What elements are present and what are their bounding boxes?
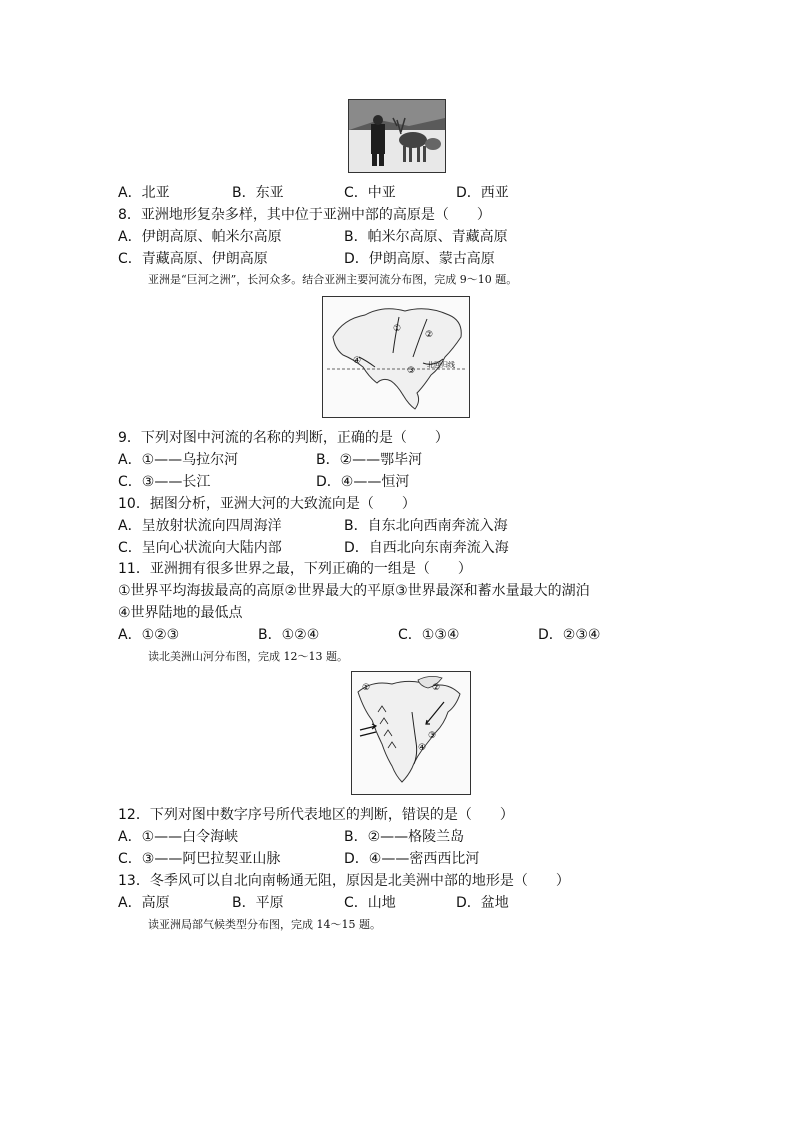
q12-stem: 12．下列对图中数字序号所代表地区的判断，错误的是（ ） <box>118 807 514 823</box>
q9-option-b: B．②——鄂毕河 <box>316 452 423 468</box>
q8-option-d: D．伊朗高原、蒙古高原 <box>344 251 495 267</box>
intro-14-15: 读亚洲局部气候类型分布图，完成 14～15 题。 <box>148 918 381 931</box>
intro-12-13: 读北美洲山河分布图，完成 12～13 题。 <box>148 650 348 663</box>
q13-option-c: C．山地 <box>344 895 396 911</box>
asia-label-4: ④ <box>353 356 362 366</box>
q7-option-c: C．中亚 <box>344 185 396 201</box>
reindeer-photo <box>348 99 446 173</box>
q9-option-a: A．①——乌拉尔河 <box>118 452 239 468</box>
north-america-map <box>351 671 471 795</box>
q11-item-line-2: ④世界陆地的最低点 <box>118 605 243 621</box>
asia-label-1: ① <box>393 324 402 334</box>
q10-option-a: A．呈放射状流向四周海洋 <box>118 518 282 534</box>
q12-option-a: A．①——白令海峡 <box>118 829 239 845</box>
q11-stem: 11．亚洲拥有很多世界之最，下列正确的一组是（ ） <box>118 561 472 577</box>
asia-river-map <box>322 296 470 418</box>
q11-item-line-1: ①世界平均海拔最高的高原②世界最大的平原③世界最深和蓄水量最大的湖泊 <box>118 583 590 599</box>
q13-option-b: B．平原 <box>232 895 284 911</box>
na-label-1: ① <box>362 683 371 693</box>
q10-option-b: B．自东北向西南奔流入海 <box>344 518 508 534</box>
q10-stem: 10．据图分析，亚洲大河的大致流向是（ ） <box>118 496 416 512</box>
q10-option-c: C．呈向心状流向大陆内部 <box>118 540 282 556</box>
q7-option-a: A．北亚 <box>118 185 170 201</box>
q9-stem: 9．下列对图中河流的名称的判断，正确的是（ ） <box>118 430 449 446</box>
na-label-4: ④ <box>418 743 427 753</box>
q7-option-b: B．东亚 <box>232 185 284 201</box>
q13-option-d: D．盆地 <box>456 895 509 911</box>
q8-stem: 8．亚洲地形复杂多样，其中位于亚洲中部的高原是（ ） <box>118 207 491 223</box>
q8-option-b: B．帕米尔高原、青藏高原 <box>344 229 508 245</box>
q12-option-b: B．②——格陵兰岛 <box>344 829 465 845</box>
q13-option-a: A．高原 <box>118 895 170 911</box>
q11-option-a: A．①②③ <box>118 627 180 643</box>
q12-option-c: C．③——阿巴拉契亚山脉 <box>118 851 281 867</box>
q11-option-d: D．②③④ <box>538 627 601 643</box>
q7-option-d: D．西亚 <box>456 185 509 201</box>
intro-9-10: 亚洲是“巨河之洲”，长河众多。结合亚洲主要河流分布图，完成 9～10 题。 <box>148 273 518 286</box>
na-label-2: ② <box>432 683 441 693</box>
asia-label-2: ② <box>425 330 434 340</box>
q12-option-d: D．④——密西西比河 <box>344 851 480 867</box>
q9-option-c: C．③——长江 <box>118 474 211 490</box>
q8-option-c: C．青藏高原、伊朗高原 <box>118 251 268 267</box>
q9-option-d: D．④——恒河 <box>316 474 410 490</box>
asia-label-3: ③ <box>407 366 416 376</box>
q11-option-b: B．①②④ <box>258 627 320 643</box>
na-label-3: ③ <box>428 731 437 741</box>
tropic-label: 北回归线 <box>427 361 455 369</box>
q11-option-c: C．①③④ <box>398 627 460 643</box>
q8-option-a: A．伊朗高原、帕米尔高原 <box>118 229 282 245</box>
q13-stem: 13．冬季风可以自北向南畅通无阻，原因是北美洲中部的地形是（ ） <box>118 873 570 889</box>
q10-option-d: D．自西北向东南奔流入海 <box>344 540 509 556</box>
